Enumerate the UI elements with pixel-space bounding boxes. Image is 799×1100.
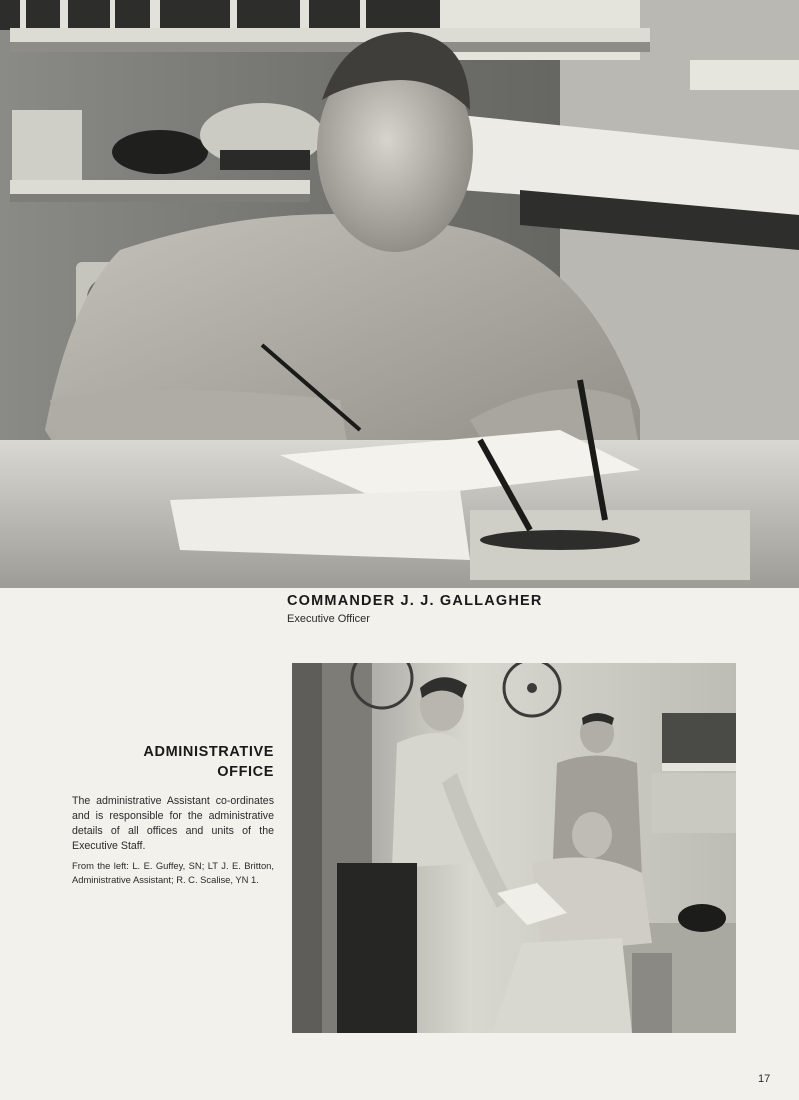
admin-office-section: [72, 742, 274, 887]
admin-office-people: From the left: L. E. Guffey, SN; LT J. E. Britton, Administrative Assistant; R. C. Scalise, YN 1.: [72, 860, 274, 885]
commander-name: COMMANDER J. J. GALLAGHER: [287, 593, 543, 609]
admin-office-heading: [72, 742, 274, 782]
admin-office-description: The administrative Assistant co-ordinates and is responsible for the administrative details of all offices and units of the Executive Staff.: [72, 795, 274, 852]
admin-heading-line1: ADMINISTRATIVE: [143, 744, 274, 760]
admin-heading-line2: OFFICE: [217, 764, 274, 780]
page-number: 17: [758, 1073, 771, 1085]
commander-caption: [287, 593, 687, 626]
commander-title: Executive Officer: [287, 613, 370, 625]
admin-office-photo: [292, 663, 736, 1033]
